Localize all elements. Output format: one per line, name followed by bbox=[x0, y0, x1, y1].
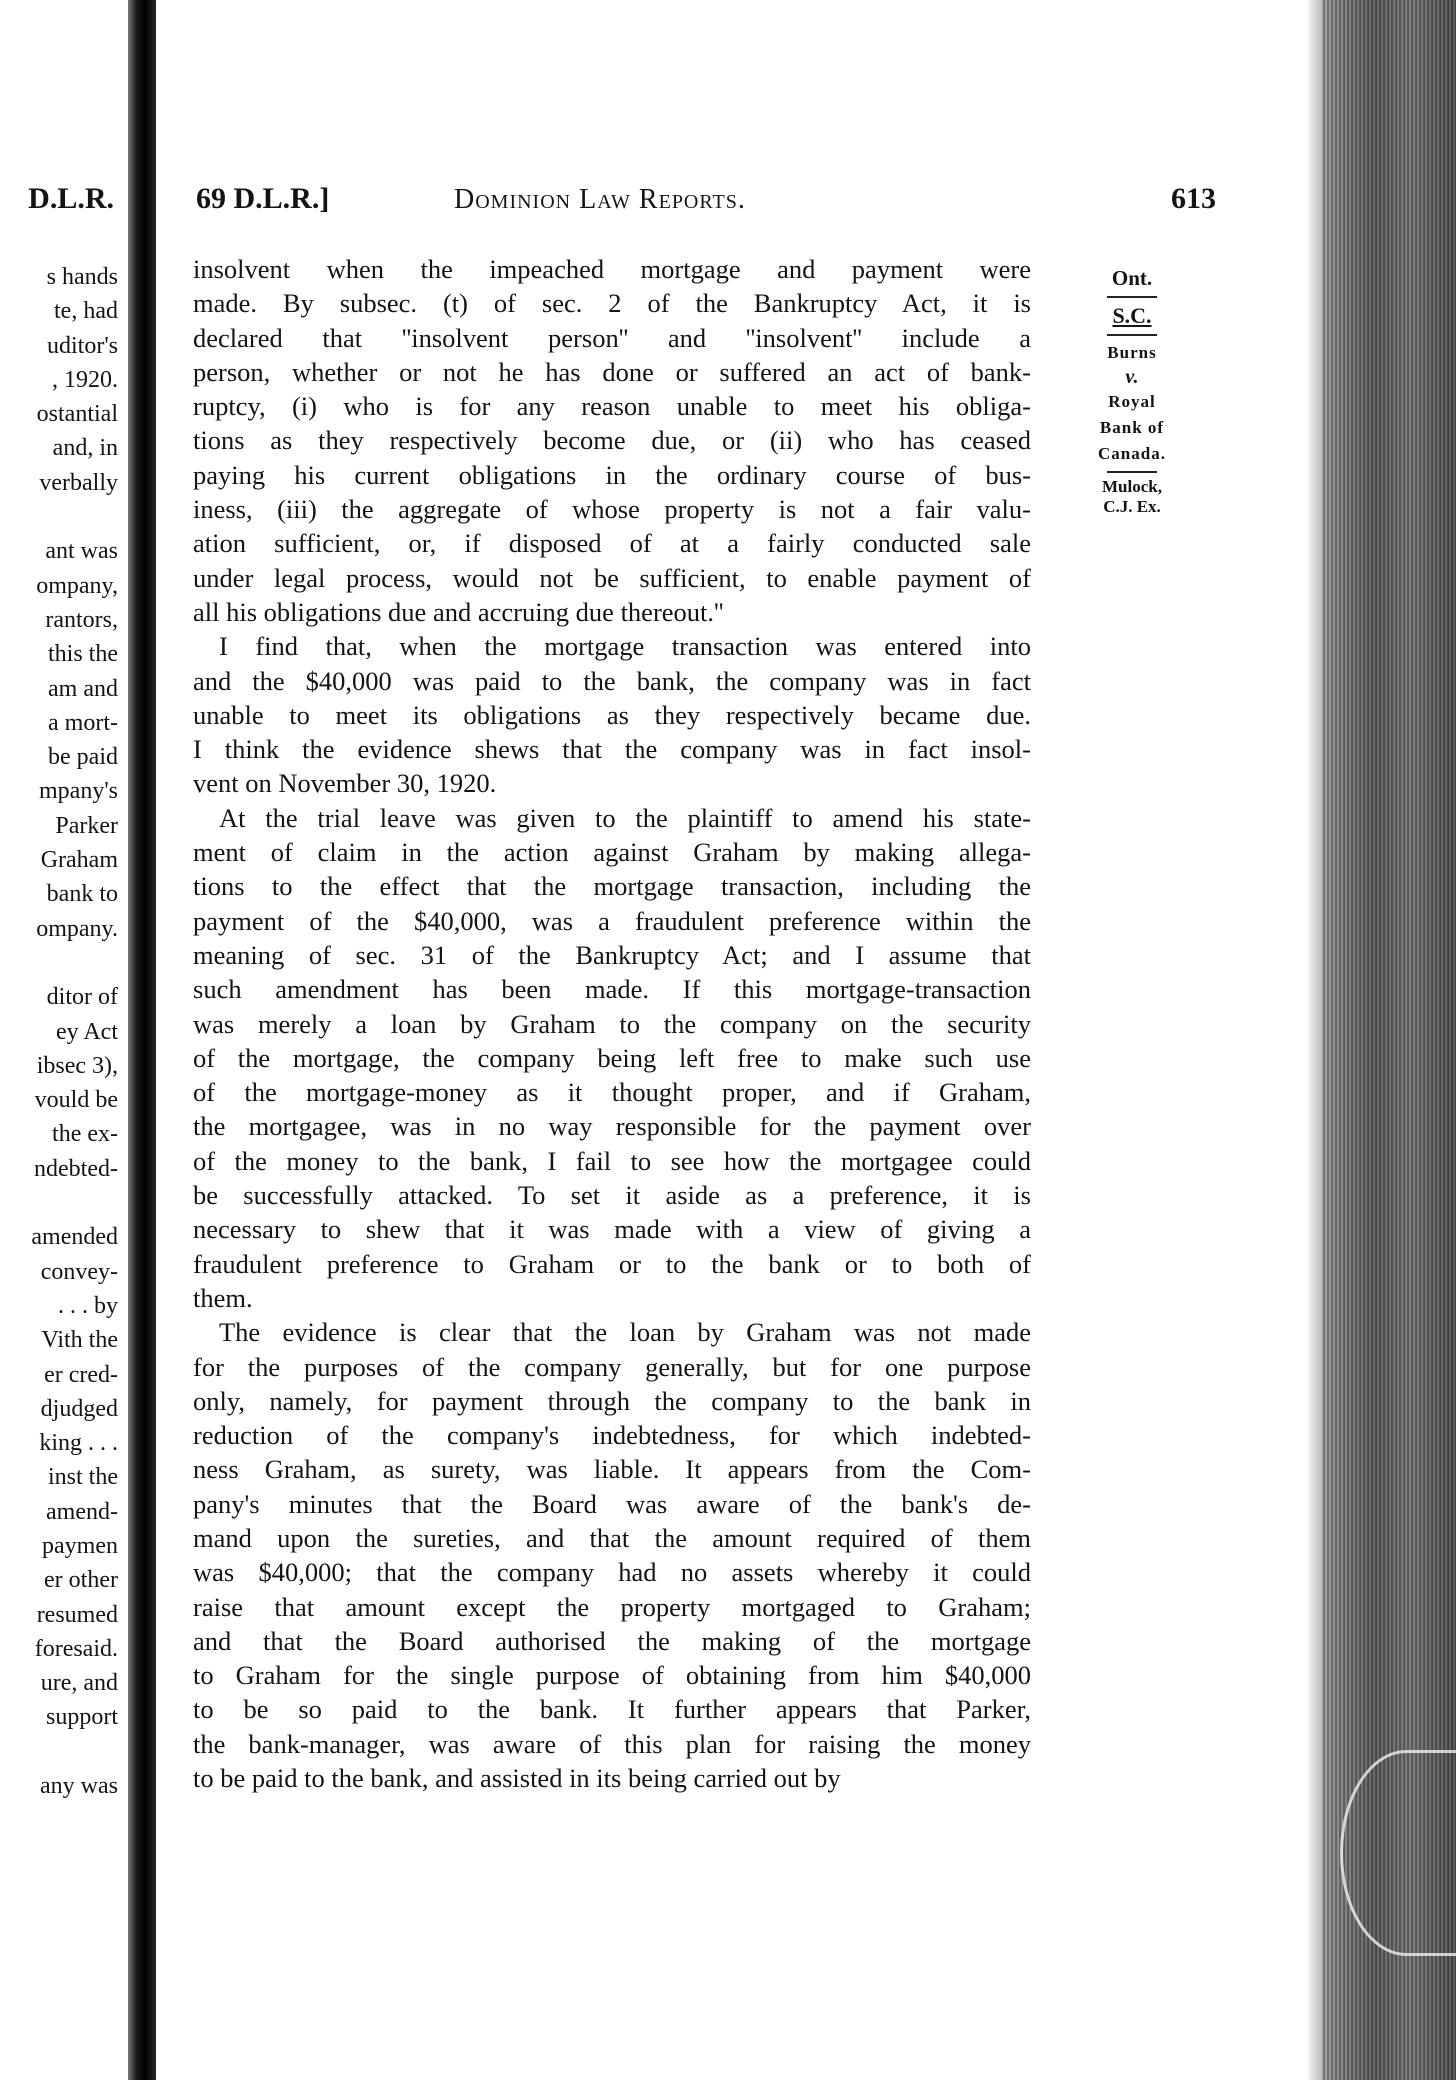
text-line: the bank-manager, was aware of this plan for raising the money bbox=[193, 1728, 1031, 1759]
left-text-line: ure, and bbox=[40, 1670, 118, 1697]
left-text-line: te, had bbox=[54, 298, 118, 325]
left-text-line: er cred- bbox=[44, 1361, 118, 1388]
left-text-line: be paid bbox=[48, 744, 118, 771]
margin-notes bbox=[1072, 264, 1192, 517]
text-line: unable to meet its obligations as they respectively became due. bbox=[193, 699, 1031, 730]
text-line: was merely a loan by Graham to the company on the security bbox=[193, 1008, 1031, 1039]
left-text-line: foresaid. bbox=[34, 1635, 118, 1662]
text-line: pany's minutes that the Board was aware of the bank's de- bbox=[193, 1488, 1031, 1519]
text-line: to Graham for the single purpose of obtaining from him $40,000 bbox=[193, 1660, 1031, 1691]
text-line: vent on November 30, 1920. bbox=[193, 768, 497, 799]
report-title: Dominion Law Reports. bbox=[454, 184, 746, 215]
text-line: under legal process, would not be sufficient, to enable payment of bbox=[193, 562, 1031, 593]
left-text-line: amended bbox=[31, 1224, 118, 1251]
left-text-line: king . . . bbox=[39, 1430, 118, 1457]
case-name-line: Canada. bbox=[1098, 444, 1166, 463]
left-text-line: resumed bbox=[36, 1601, 118, 1628]
left-text-line: er other bbox=[44, 1567, 118, 1594]
page-number: 613 bbox=[1171, 182, 1216, 215]
left-text-line: Parker bbox=[55, 812, 118, 839]
left-text-line: Graham bbox=[40, 847, 118, 874]
left-text-line: ant was bbox=[45, 538, 118, 565]
text-line: tions to the effect that the mortgage transaction, including the bbox=[193, 871, 1031, 902]
left-page-text bbox=[31, 260, 118, 1803]
text-line: meaning of sec. 31 of the Bankruptcy Act; and I assume that bbox=[193, 939, 1031, 970]
left-text-line: vould be bbox=[34, 1087, 118, 1114]
text-line: them. bbox=[193, 1282, 253, 1313]
text-line: person, whether or not he has done or suffered an act of bank- bbox=[193, 356, 1031, 387]
text-line: tions as they respectively become due, or (ii) who has ceased bbox=[193, 425, 1031, 456]
text-line: declared that ''insolvent person'' and ''insolvent'' include a bbox=[193, 322, 1031, 353]
text-line: such amendment has been made. If this mortgage-transaction bbox=[193, 974, 1031, 1005]
text-line: insolvent when the impeached mortgage and payment were bbox=[193, 254, 1031, 284]
province-note: Ont. bbox=[1111, 266, 1153, 290]
margin-rule bbox=[1107, 334, 1157, 336]
court-note: S.C. bbox=[1112, 303, 1152, 328]
case-name-line: Bank of bbox=[1099, 418, 1165, 437]
text-line: to be paid to the bank, and assisted in its being carried out by bbox=[193, 1763, 841, 1794]
margin-rule bbox=[1107, 296, 1157, 298]
text-line: and that the Board authorised the making of the mortgage bbox=[193, 1625, 1031, 1656]
left-text-line: ompany, bbox=[36, 572, 118, 599]
left-text-line: rantors, bbox=[45, 606, 118, 633]
text-line: ation sufficient, or, if disposed of at a fairly conducted sale bbox=[193, 528, 1031, 559]
left-facing-page bbox=[0, 0, 128, 2080]
text-line: payment of the $40,000, was a fraudulent preference within the bbox=[193, 905, 1031, 936]
left-text-line: am and bbox=[48, 675, 118, 702]
left-text-line: and, in bbox=[52, 435, 118, 462]
text-line: of the mortgage-money as it thought proper, and if Graham, bbox=[193, 1077, 1031, 1108]
text-line: ment of claim in the action against Graham by making allega- bbox=[193, 837, 1031, 868]
left-text-line: mpany's bbox=[39, 778, 118, 805]
left-text-line: Vith the bbox=[41, 1327, 118, 1354]
text-line: and the $40,000 was paid to the bank, the company was in fact bbox=[193, 665, 1031, 696]
volume-reference: 69 D.L.R.] bbox=[196, 182, 330, 215]
judge-note: C.J. Ex. bbox=[1103, 497, 1161, 516]
left-text-line: a mort- bbox=[48, 709, 118, 736]
left-text-line: the ex- bbox=[52, 1121, 118, 1148]
text-line: of the money to the bank, I fail to see how the mortgagee could bbox=[193, 1145, 1031, 1176]
text-line: I find that, when the mortgage transaction was entered into bbox=[219, 631, 1031, 662]
left-text-line: ompany. bbox=[36, 915, 118, 942]
judge-note: Mulock, bbox=[1102, 477, 1162, 496]
text-line: reduction of the company's indebtedness, for which indebted- bbox=[193, 1420, 1031, 1451]
left-text-line: ndebted- bbox=[34, 1155, 118, 1182]
left-text-line: . . . by bbox=[58, 1292, 118, 1319]
left-text-line: support bbox=[46, 1704, 118, 1731]
left-text-line: ibsec 3), bbox=[36, 1052, 118, 1079]
text-line: At the trial leave was given to the plaintiff to amend his state- bbox=[219, 802, 1031, 833]
text-line: made. By subsec. (t) of sec. 2 of the Bankruptcy Act, it is bbox=[193, 288, 1031, 319]
left-text-line: this the bbox=[48, 641, 118, 668]
left-text-line: ostantial bbox=[36, 401, 118, 428]
text-line: ness Graham, as surety, was liable. It appears from the Com- bbox=[193, 1454, 1031, 1485]
left-text-line: , 1920. bbox=[52, 366, 118, 393]
text-line: I think the evidence shews that the company was in fact insol- bbox=[193, 734, 1031, 765]
left-text-line bbox=[31, 946, 118, 980]
body-text bbox=[193, 252, 1031, 1795]
text-line: mand upon the sureties, and that the amount required of them bbox=[193, 1522, 1031, 1553]
case-name-line: Burns bbox=[1107, 343, 1157, 362]
left-text-line: verbally bbox=[39, 469, 118, 496]
text-line: necessary to shew that it was made with a view of giving a bbox=[193, 1214, 1031, 1245]
text-line: was $40,000; that the company had no assets whereby it could bbox=[193, 1557, 1031, 1588]
text-line: raise that amount except the property mortgaged to Graham; bbox=[193, 1591, 1031, 1622]
left-text-line: bank to bbox=[46, 881, 118, 908]
text-line: ruptcy, (i) who is for any reason unable to meet his obliga- bbox=[193, 391, 1031, 422]
left-text-line: ditor of bbox=[46, 984, 118, 1011]
left-text-line: djudged bbox=[40, 1395, 118, 1422]
text-line: only, namely, for payment through the company to the bank in bbox=[193, 1385, 1031, 1416]
text-line: paying his current obligations in the ordinary course of bus- bbox=[193, 459, 1031, 490]
text-line: fraudulent preference to Graham or to the bank or to both of bbox=[193, 1248, 1031, 1279]
text-line: the mortgagee, was in no way responsible for the payment over bbox=[193, 1111, 1031, 1142]
text-line: The evidence is clear that the loan by Graham was not made bbox=[219, 1317, 1031, 1348]
left-text-line: paymen bbox=[42, 1532, 118, 1559]
left-text-line bbox=[31, 1186, 118, 1220]
text-line: for the purposes of the company generally, but for one purpose bbox=[193, 1351, 1031, 1382]
left-text-line: amend- bbox=[46, 1498, 118, 1525]
text-line: iness, (iii) the aggregate of whose property is not a fair valu- bbox=[193, 494, 1031, 525]
left-text-line: s hands bbox=[46, 264, 118, 290]
text-line: of the mortgage, the company being left free to make such use bbox=[193, 1042, 1031, 1073]
case-name-line: Royal bbox=[1108, 392, 1156, 411]
left-text-line bbox=[31, 1735, 118, 1769]
margin-rule bbox=[1107, 471, 1157, 473]
left-text-line: convey- bbox=[40, 1258, 118, 1285]
running-head bbox=[196, 182, 1216, 226]
left-text-line: uditor's bbox=[47, 332, 118, 359]
case-versus: v. bbox=[1125, 366, 1139, 388]
left-page-header: D.L.R. bbox=[28, 182, 114, 215]
book-gutter bbox=[128, 0, 156, 2080]
text-line: be successfully attacked. To set it aside as a preference, it is bbox=[193, 1180, 1031, 1211]
left-text-line: inst the bbox=[48, 1464, 118, 1491]
left-text-line bbox=[31, 500, 118, 534]
left-text-line: ey Act bbox=[56, 1018, 118, 1045]
text-line: to be so paid to the bank. It further appears that Parker, bbox=[193, 1694, 1031, 1725]
left-text-line: any was bbox=[40, 1773, 118, 1800]
text-line: all his obligations due and accruing due thereout.'' bbox=[193, 596, 724, 627]
